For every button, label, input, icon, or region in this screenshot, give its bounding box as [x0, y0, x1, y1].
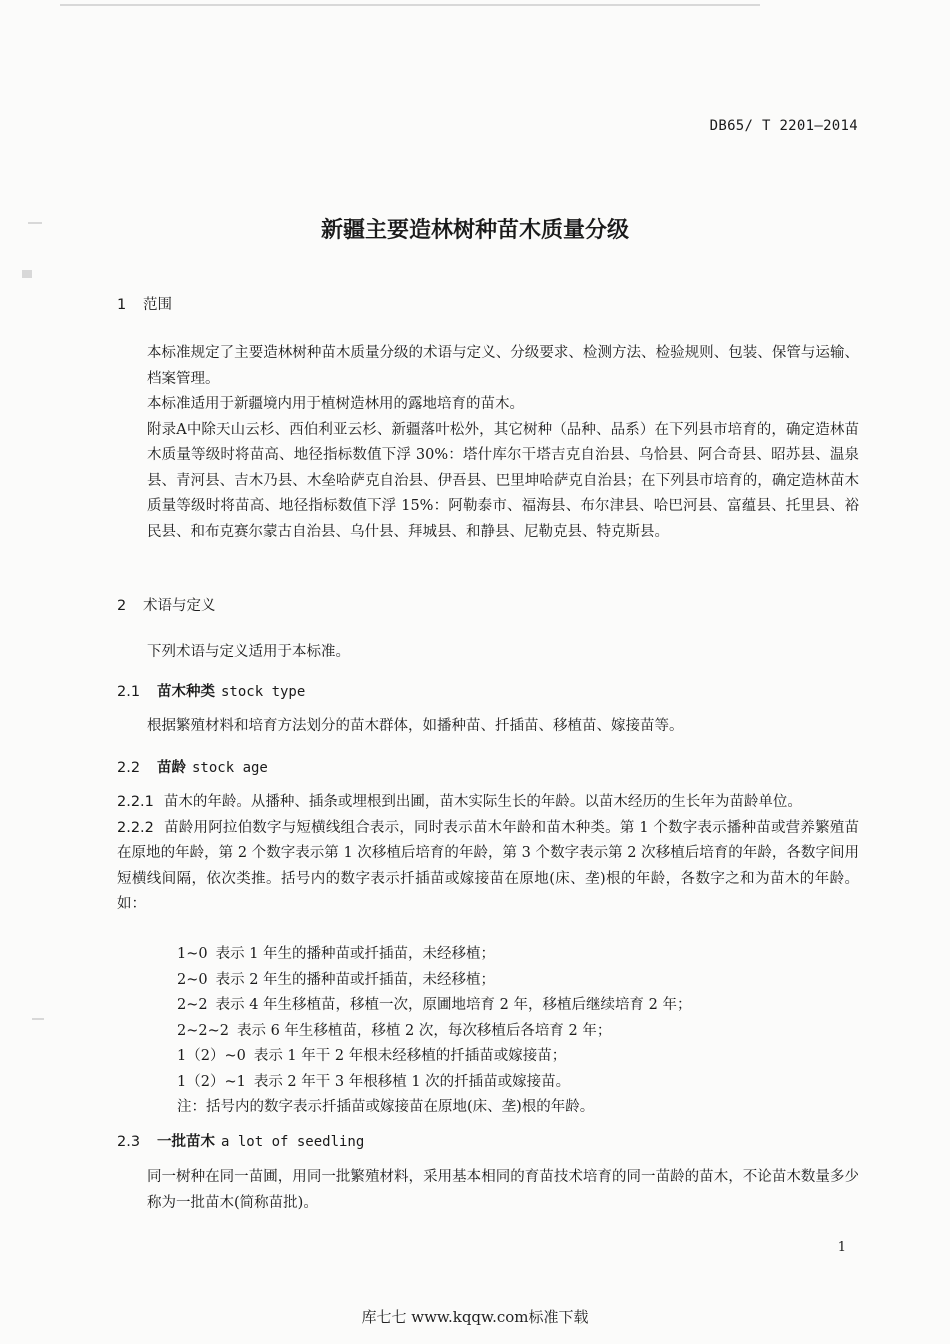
scope-paragraphs — [117, 341, 859, 545]
term-cn: 苗龄 — [157, 760, 186, 776]
paragraph: 附录A中除天山云杉、西伯利亚云杉、新疆落叶松外，其它树种（品种、品系）在下列县市培育的，确定造林苗木质量等级时将苗高、地径指标数值下浮 30%：塔什库尔干塔吉克自治县、乌恰县、阿合奇县、昭苏县、温泉县、青河县、吉木乃县、木垒哈萨克自治县、伊吾县、巴里坤哈萨克自治县；在下列县市培育的，确定造林苗木质量等级时将苗高、地径指标数值下浮 15%：阿勒泰市、福海县、布尔津县、哈巴河县、富蕴县、托里县、裕民县、和布克赛尔蒙古自治县、乌什县、拜城县、和静县、尼勒克县、特克斯县。 — [147, 421, 859, 540]
stock-age-clauses — [117, 790, 859, 918]
subsection-heading-stock-type — [117, 680, 305, 701]
paragraph: 本标准适用于新疆境内用于植树造林用的露地培育的苗木。 — [147, 396, 524, 412]
term-cn: 苗木种类 — [157, 684, 215, 700]
paragraph: 根据繁殖材料和培育方法划分的苗木群体，如播种苗、扦插苗、移植苗、嫁接苗等。 — [147, 718, 684, 734]
scan-artifact — [32, 1018, 44, 1020]
age-examples-list — [177, 942, 691, 1121]
clause-text: 苗龄用阿拉伯数字与短横线组合表示，同时表示苗木年龄和苗木种类。第 1 个数字表示播种苗或营养繁殖苗在原地的年龄，第 2 个数字表示第 1 次移植后培育的年龄，第 3 个数字表示第 2 次移植后培育的年龄，各数字间用短横线间隔，依次类推。括号内的数字表示扦插苗或嫁接苗在原地(床、垄)根的年龄，各数字之和为苗木的年龄。如： — [117, 819, 859, 912]
list-item — [177, 993, 691, 1019]
list-item — [177, 1019, 691, 1045]
document-id: DB65/ T 2201—2014 — [709, 118, 858, 134]
paragraph: 同一树种在同一苗圃，用同一批繁殖材料，采用基本相同的育苗技术培育的同一苗龄的苗木，不论苗木数量多少称为一批苗木(简称苗批)。 — [147, 1169, 859, 1211]
section-heading-terms — [117, 594, 216, 615]
section-number: 2 — [117, 598, 127, 614]
paragraph: 本标准规定了主要造林树种苗木质量分级的术语与定义、分级要求、检测方法、检验规则、包装、保管与运输、档案管理。 — [147, 345, 859, 387]
section-title: 范围 — [143, 297, 172, 313]
stock-type-definition — [117, 714, 859, 740]
footer-watermark: 库七七 www.kqqw.com标准下载 — [361, 1308, 589, 1326]
age-code: 2~2~2 — [177, 1022, 229, 1039]
scan-artifact — [60, 4, 760, 6]
clause-2-2-2 — [117, 816, 859, 918]
clause-2-2-1 — [117, 790, 859, 816]
list-item — [177, 1070, 691, 1096]
age-desc: 表示 1 年生的播种苗或扦插苗，未经移植； — [215, 946, 496, 962]
age-desc: 表示 2 年生的播种苗或扦插苗，未经移植； — [215, 971, 496, 988]
section-heading-scope — [117, 293, 172, 314]
subsection-number: 2.2 — [117, 760, 141, 776]
scan-artifact — [22, 270, 32, 278]
age-desc: 表示 2 年干 3 年根移植 1 次的扦插苗或嫁接苗。 — [253, 1073, 571, 1090]
age-code: 2~2 — [177, 997, 208, 1013]
list-item — [177, 968, 691, 994]
term-en: a lot of seedling — [221, 1134, 365, 1150]
paragraph: 下列术语与定义适用于本标准。 — [147, 644, 350, 660]
subsection-number: 2.3 — [117, 1134, 141, 1150]
age-desc: 表示 1 年干 2 年根未经移植的扦插苗或嫁接苗； — [253, 1048, 567, 1064]
age-desc: 表示 4 年生移植苗，移植一次，原圃地培育 2 年，移植后继续培育 2 年； — [215, 997, 692, 1013]
age-desc: 表示 6 年生移植苗，移植 2 次，每次移植后各培育 2 年； — [236, 1022, 612, 1039]
age-code: 1~0 — [177, 946, 208, 962]
subsection-heading-stock-age — [117, 756, 268, 777]
term-cn: 一批苗木 — [157, 1134, 215, 1150]
clause-number: 2.2.2 — [117, 819, 154, 836]
age-code: 1（2）~0 — [177, 1048, 246, 1064]
term-en: stock type — [221, 684, 306, 700]
section-title: 术语与定义 — [143, 598, 216, 614]
clause-text: 苗木的年龄。从播种、插条或埋根到出圃，苗木实际生长的年龄。以苗木经历的生长年为苗龄单位。 — [163, 794, 802, 810]
age-code: 2~0 — [177, 971, 208, 988]
list-item — [177, 1044, 691, 1070]
subsection-heading-seedling-lot — [117, 1130, 364, 1151]
term-en: stock age — [192, 760, 268, 776]
section-number: 1 — [117, 297, 127, 313]
terms-intro — [117, 640, 859, 666]
seedling-lot-definition — [117, 1165, 859, 1216]
clause-number: 2.2.1 — [117, 794, 154, 810]
note: 注：括号内的数字表示扦插苗或嫁接苗在原地(床、垄)根的年龄。 — [177, 1099, 595, 1115]
page-number: 1 — [837, 1240, 846, 1255]
subsection-number: 2.1 — [117, 684, 141, 700]
list-item — [177, 942, 691, 968]
page-title: 新疆主要造林树种苗木质量分级 — [320, 218, 629, 243]
age-code: 1（2）~1 — [177, 1073, 246, 1090]
